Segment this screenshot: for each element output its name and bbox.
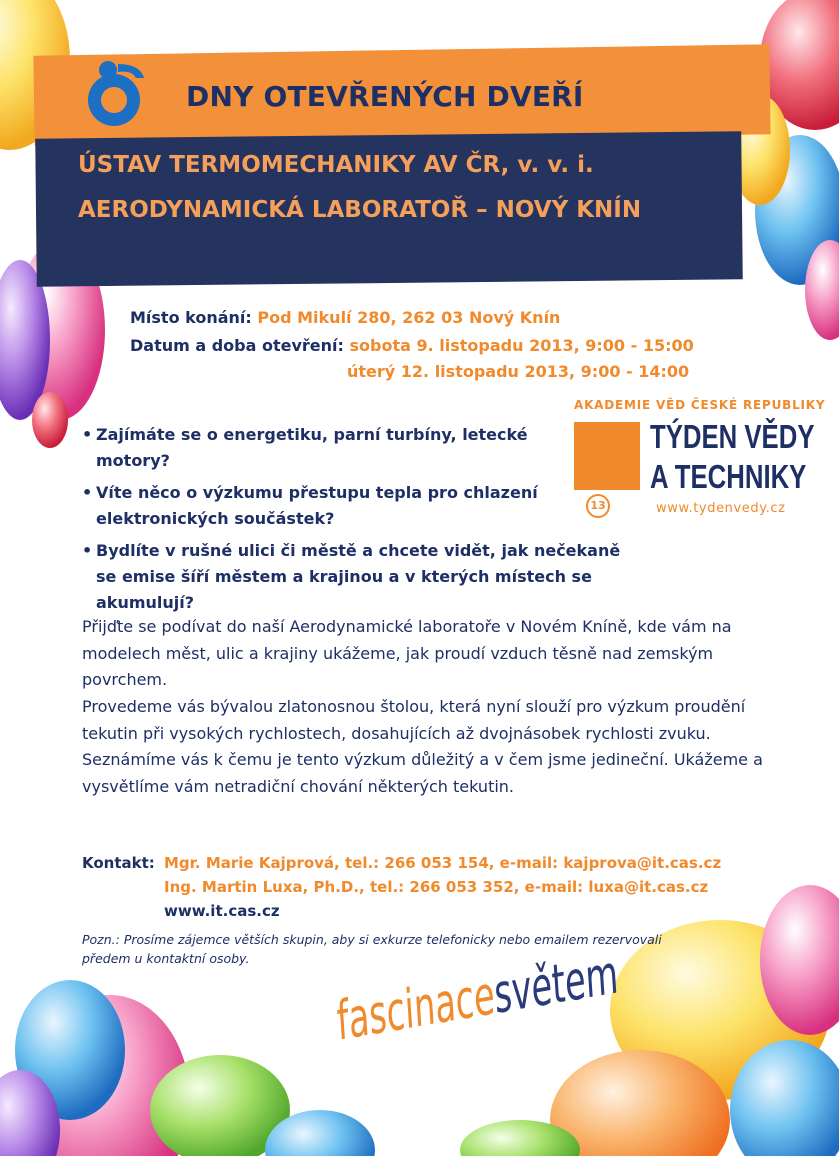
list-item: • Bydlíte v rušné ulici či městě a chcete vidět, jak nečekaně se emise šíří městem a krajinou a v kterých místech se akumulují?	[82, 538, 626, 616]
list-item: • Zajímáte se o energetiku, parní turbíny, letecké motory?	[82, 422, 556, 474]
institute-logo	[78, 56, 156, 134]
academy-name: AKADEMIE VĚD ČESKÉ REPUBLIKY	[574, 398, 826, 412]
booking-note: Pozn.: Prosíme zájemce větších skupin, aby si exkurze telefonicky nebo emailem rezervovali předem u kontaktní osoby.	[82, 932, 662, 966]
place-row	[130, 308, 560, 327]
tour-paragraph: Provedeme vás bývalou zlatonosnou štolou, která nyní slouží pro výzkum proudění tekutin při vysokých rychlostech, dosahujících až dvojnásobek rychlosti zvuku. Seznámíme vás k čemu je tento výzkum důležitý a v čem jsme jedineční. Ukážeme a vysvětlíme vám netradiční chování některých tekutin.	[82, 697, 763, 796]
date-row	[130, 336, 694, 355]
week-logo-number: 13	[586, 494, 610, 518]
slogan-part1: fascinace	[335, 963, 497, 1053]
slogan-part2: světem	[492, 942, 620, 1026]
date-second: úterý 12. listopadu 2013, 9:00 - 14:00	[347, 362, 690, 381]
week-logo-url[interactable]: www.tydenvedy.cz	[656, 501, 786, 516]
place-value: Pod Mikulí 280, 262 03 Nový Knín	[257, 308, 561, 327]
page-title: DNY OTEVŘENÝCH DVEŘÍ	[186, 80, 584, 113]
contact-block	[82, 851, 721, 923]
week-logo-line2: A TECHNIKY	[650, 458, 807, 495]
laboratory-name: AERODYNAMICKÁ LABORATOŘ – NOVÝ KNÍN	[78, 197, 642, 223]
date-first: sobota 9. listopadu 2013, 9:00 - 15:00	[349, 336, 694, 355]
week-logo-line1: TÝDEN VĚDY	[650, 418, 815, 455]
question-list	[82, 422, 626, 622]
institute-name: ÚSTAV TERMOMECHANIKY AV ČR, v. v. i.	[78, 152, 594, 178]
balloon-shape	[32, 392, 68, 448]
contact-line-1[interactable]: Mgr. Marie Kajprová, tel.: 266 053 154, e-mail: kajprova@it.cas.cz	[164, 854, 722, 872]
contact-label: Kontakt:	[82, 854, 155, 872]
list-item: • Víte něco o výzkumu přestupu tepla pro chlazení elektronických součástek?	[82, 480, 566, 532]
place-label: Místo konání:	[130, 308, 252, 327]
contact-line-2[interactable]: Ing. Martin Luxa, Ph.D., tel.: 266 053 352, e-mail: luxa@it.cas.cz	[164, 878, 709, 896]
contact-web-link[interactable]: www.it.cas.cz	[164, 902, 280, 920]
intro-paragraph: Přijďte se podívat do naší Aerodynamické laboratoře v Novém Kníně, kde vám na modelech měst, ulic a krajiny ukážeme, jak proudí vzduch těsně nad zemským povrchem.	[82, 617, 732, 689]
date-label: Datum a doba otevření:	[130, 336, 344, 355]
